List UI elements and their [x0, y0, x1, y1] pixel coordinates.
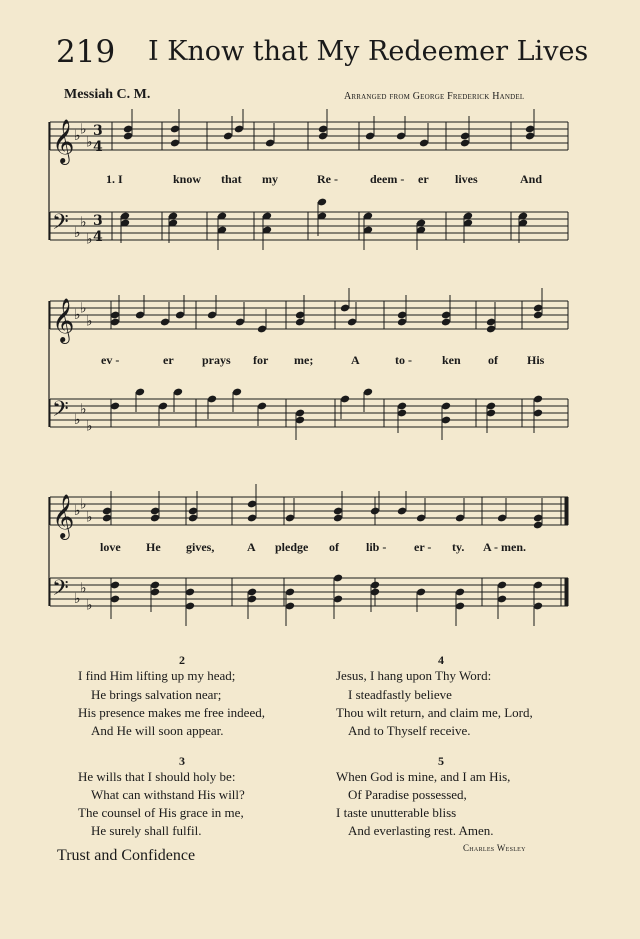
stanza-number: 4	[438, 653, 444, 667]
hymn-title: I Know that My Redeemer Lives	[148, 36, 589, 67]
stanza-line: Jesus, I hang upon Thy Word:	[336, 668, 492, 683]
flat-icon: ♭	[74, 225, 81, 241]
flat-icon: ♭	[80, 214, 87, 231]
lyric-syllable: A	[247, 540, 256, 554]
stanza-line: When God is mine, and I am His,	[336, 769, 511, 784]
stanza-number: 2	[179, 653, 185, 667]
flat-icon: ♭	[74, 591, 81, 607]
flat-icon: ♭	[80, 401, 87, 418]
stanza-number: 3	[179, 754, 185, 768]
flat-icon: ♭	[80, 300, 87, 317]
lyric-syllable: my	[262, 172, 278, 186]
hymn-number: 219	[56, 34, 116, 70]
time-signature-bottom: 4	[93, 139, 103, 155]
lyric-syllable: lives	[455, 172, 478, 186]
treble-clef-icon: 𝄞	[52, 494, 75, 538]
lyric-syllable: of	[488, 353, 498, 367]
stanza-line: His presence makes me free indeed,	[78, 705, 265, 720]
flat-icon: ♭	[74, 307, 81, 323]
lyric-line-3	[0, 540, 640, 556]
flat-icon: ♭	[86, 313, 93, 330]
lyric-syllable: of	[329, 540, 339, 554]
lyric-syllable: ken	[442, 353, 461, 367]
bass-clef-icon: 𝄢	[52, 397, 69, 427]
lyric-syllable: er -	[414, 540, 432, 554]
stanza-line: He brings salvation near;	[91, 687, 222, 702]
flat-icon: ♭	[86, 597, 93, 614]
stanza-line: And to Thyself receive.	[348, 723, 471, 738]
lyric-syllable: lib -	[366, 540, 387, 554]
stanza-line: Of Paradise possessed,	[348, 787, 467, 802]
flat-icon: ♭	[86, 509, 93, 526]
time-signature-top: 3	[93, 213, 103, 229]
lyric-syllable: Re -	[317, 172, 338, 186]
stanza-line: And everlasting rest. Amen.	[348, 823, 494, 838]
lyric-syllable: er	[163, 353, 174, 367]
stanza-line: Thou wilt return, and claim me, Lord,	[336, 705, 533, 720]
lyric-syllable: gives,	[186, 540, 215, 554]
lyric-syllable: for	[253, 353, 269, 367]
stanza-line: I find Him lifting up my head;	[78, 668, 236, 683]
section-heading: Trust and Confidence	[57, 847, 196, 864]
time-signature-bottom: 4	[93, 229, 103, 245]
arranger-credit: Arranged from George Frederick Handel	[344, 91, 525, 102]
lyric-syllable: to -	[395, 353, 412, 367]
flat-icon: ♭	[80, 496, 87, 513]
flat-icon: ♭	[74, 412, 81, 428]
lyric-line-2	[0, 353, 640, 369]
lyric-syllable: A	[351, 353, 360, 367]
lyric-syllable: ev -	[101, 353, 120, 367]
flat-icon: ♭	[74, 128, 81, 144]
lyric-syllable: know	[173, 172, 202, 186]
stanza-number: 5	[438, 754, 444, 768]
stanza-line: He surely shall fulfil.	[91, 823, 202, 838]
stanza-line: I taste unutterable bliss	[336, 805, 457, 820]
bass-clef-icon: 𝄢	[52, 210, 69, 240]
flat-icon: ♭	[80, 121, 87, 138]
stanza-line: What can withstand His will?	[91, 787, 245, 802]
lyric-syllable: love	[100, 540, 121, 554]
lyric-syllable: prays	[202, 353, 231, 367]
lyric-syllable: A - men.	[483, 540, 526, 554]
flat-icon: ♭	[86, 231, 93, 248]
flat-icon: ♭	[74, 503, 81, 519]
stanza-line: He wills that I should holy be:	[78, 769, 236, 784]
flat-icon: ♭	[86, 418, 93, 435]
stanza-line: The counsel of His grace in me,	[78, 805, 244, 820]
lyric-syllable: His	[527, 353, 545, 367]
lyric-syllable: deem -	[370, 172, 405, 186]
flat-icon: ♭	[86, 134, 93, 151]
flat-icon: ♭	[80, 580, 87, 597]
lyric-line-1	[0, 172, 640, 188]
lyric-syllable: pledge	[275, 540, 309, 554]
lyric-syllable: ty.	[452, 540, 465, 554]
author-credit: Charles Wesley	[463, 843, 526, 853]
lyric-syllable: He	[146, 540, 161, 554]
lyric-syllable: that	[221, 172, 242, 186]
lyric-syllable: And	[520, 172, 543, 186]
treble-clef-icon: 𝄞	[52, 298, 75, 342]
tune-name: Messiah C. M.	[64, 87, 151, 102]
treble-clef-icon: 𝄞	[52, 119, 75, 163]
lyric-syllable: er	[418, 172, 429, 186]
bass-clef-icon: 𝄢	[52, 576, 69, 606]
stanza-line: And He will soon appear.	[91, 723, 224, 738]
stanza-line: I steadfastly believe	[348, 687, 452, 702]
lyric-syllable: me;	[294, 353, 314, 367]
lyric-syllable: 1. I	[106, 172, 123, 186]
time-signature-top: 3	[93, 123, 103, 139]
